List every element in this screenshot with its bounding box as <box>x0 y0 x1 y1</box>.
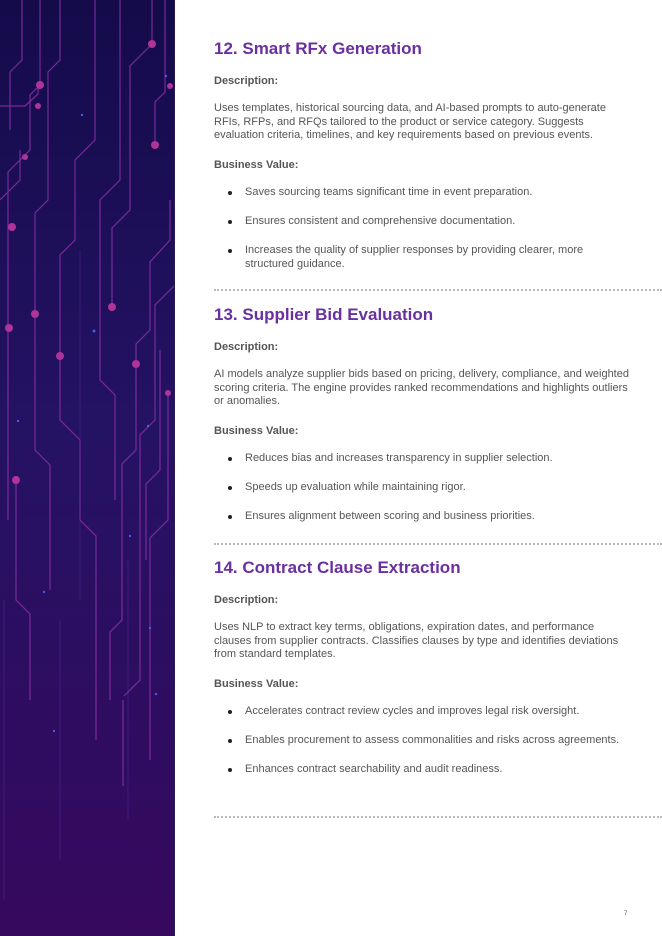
page-content <box>214 38 634 775</box>
list-item-text: Speeds up evaluation while maintaining rigor. <box>245 480 466 493</box>
sidebar-edge <box>174 0 175 936</box>
bullet-icon <box>228 249 232 253</box>
description-text: Uses templates, historical sourcing data, and AI-based prompts to auto-generate RFIs, RFPs, and RFQs tailored to the product or service category. Suggests evaluation criteria, timelines, and key requirements based on previous events. <box>214 102 606 142</box>
circuit-pattern-graphic <box>0 0 175 936</box>
list-item <box>214 510 634 524</box>
page-number: 7 <box>624 911 628 917</box>
business-value-list <box>214 705 634 777</box>
section-supplier-bid-evaluation <box>214 304 634 539</box>
list-item <box>214 705 634 719</box>
list-item <box>214 763 634 777</box>
bullet-icon <box>228 220 232 224</box>
business-value-list <box>214 452 634 524</box>
list-item <box>214 215 634 229</box>
list-item-text: Enhances contract searchability and audit readiness. <box>245 762 503 775</box>
description-label: Description: <box>214 341 279 353</box>
list-item <box>214 481 634 495</box>
section-title: 12. Smart RFx Generation <box>214 39 422 58</box>
section-divider <box>214 543 662 545</box>
list-item <box>214 452 634 466</box>
list-item-text: Accelerates contract review cycles and improves legal risk oversight. <box>245 704 580 717</box>
bullet-icon <box>228 486 232 490</box>
bullet-icon <box>228 739 232 743</box>
list-item <box>214 186 634 200</box>
bullet-icon <box>228 768 232 772</box>
bullet-icon <box>228 457 232 461</box>
section-divider <box>214 289 662 291</box>
bullet-icon <box>228 710 232 714</box>
section-contract-clause-extraction <box>214 557 634 792</box>
description-text: AI models analyze supplier bids based on pricing, delivery, compliance, and weighted scoring criteria. The engine provides ranked recommendations and highlights outliers or anomalies. <box>214 368 629 408</box>
bullet-icon <box>228 515 232 519</box>
list-item-text: Ensures consistent and comprehensive documentation. <box>245 214 516 227</box>
description-label: Description: <box>214 75 279 87</box>
list-item-text: Enables procurement to assess commonalities and risks across agreements. <box>245 733 620 746</box>
circuit-board-sidebar <box>0 0 175 936</box>
section-smart-rfx-generation <box>214 38 634 288</box>
description-text: Uses NLP to extract key terms, obligations, expiration dates, and performance clauses from supplier contracts. Classifies clauses by type and identifies deviations from standard templates. <box>214 621 619 661</box>
section-title: 13. Supplier Bid Evaluation <box>214 305 434 324</box>
section-title: 14. Contract Clause Extraction <box>214 558 461 577</box>
business-value-list <box>214 186 634 271</box>
list-item <box>214 734 634 748</box>
list-item <box>214 244 634 271</box>
business-value-label: Business Value: <box>214 677 299 690</box>
description-label: Description: <box>214 594 279 606</box>
business-value-label: Business Value: <box>214 158 299 171</box>
business-value-label: Business Value: <box>214 424 299 437</box>
section-divider <box>214 816 662 818</box>
list-item-text: Ensures alignment between scoring and business priorities. <box>245 509 535 522</box>
bullet-icon <box>228 191 232 195</box>
list-item-text: Reduces bias and increases transparency in supplier selection. <box>245 451 553 464</box>
list-item-text: Increases the quality of supplier responses by providing clearer, more structured guidance. <box>245 243 584 270</box>
list-item-text: Saves sourcing teams significant time in event preparation. <box>245 185 533 198</box>
